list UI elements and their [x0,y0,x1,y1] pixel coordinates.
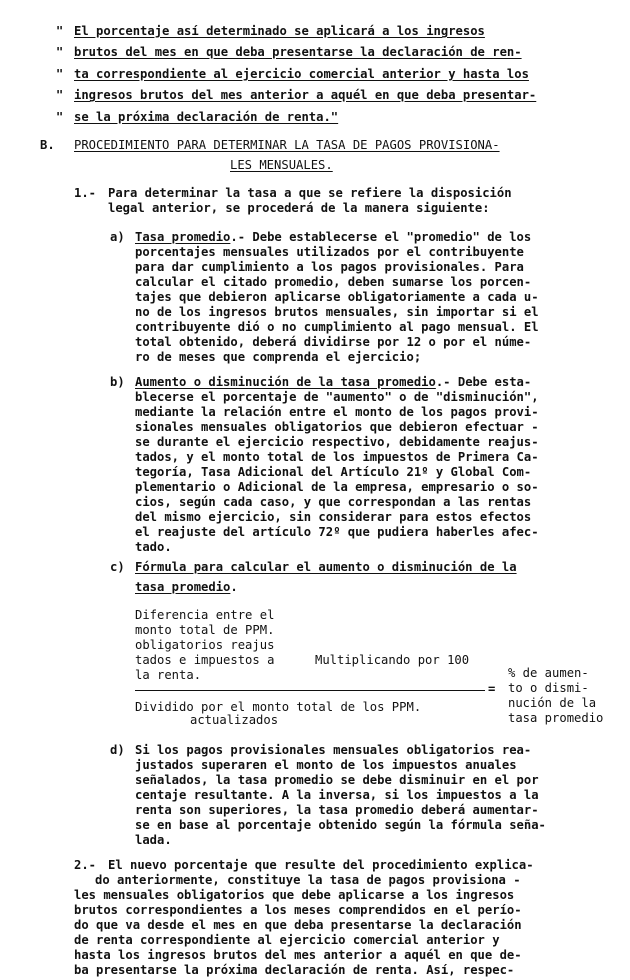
item-line: legal anterior, se procederá de la manera siguiente: [108,201,490,215]
quote-mark: " [56,45,64,59]
formula-numerator-line: tados e impuestos a [135,653,275,667]
quote-mark: " [56,88,64,102]
item-line: blecerse el porcentaje de "aumento" o de "disminución", [135,390,539,404]
item-line: les mensuales obligatorios que debe aplicarse a los ingresos [74,888,515,902]
item-line: do que va desde el mes en que deba presentarse la declaración [74,918,522,932]
formula-denominator-line: actualizados [190,713,279,727]
item-line: El nuevo porcentaje que resulte del procedimiento explica- [108,858,534,872]
item-line: lada. [135,833,172,847]
formula-result-line: to o dismi- [508,681,589,695]
item-title: Tasa promedio [135,230,231,244]
quote-mark: " [56,67,64,81]
item-line: para dar cumplimiento a los pagos provisionales. Para [135,260,524,274]
item-line: del mismo ejercicio, sin considerar para estos efectos [135,510,532,524]
item-line: se en base al porcentaje obtenido según la fórmula seña- [135,818,546,832]
item-line: tajes que debieron aplicarse obligatoriamente a cada u- [135,290,539,304]
item-line: sionales mensuales obligatorios que debieron efectuar - [135,420,539,434]
formula-numerator-line: Diferencia entre el [135,608,275,622]
item-label: b) [110,375,125,389]
item-line: tados, y el monto total de los impuestos de Primera Ca- [135,450,539,464]
section-heading-line: LES MENSUALES. [230,158,333,172]
item-line: el reajuste del artículo 72º que pudiera haberles afec- [135,525,539,539]
item-line: centaje resultante. A la inversa, si los impuestos a la [135,788,539,802]
item-line: ba presentarse la próxima declaración de renta. Así, respec- [74,963,515,977]
quote-mark: " [56,110,64,124]
item-label: a) [110,230,125,244]
item-number: 1.- [74,186,97,200]
item-title: Aumento o disminución de la tasa promedio [135,375,436,389]
formula-numerator-text: obligatorios reajus [135,638,275,652]
item-line: Si los pagos provisionales mensuales obligatorios rea- [135,743,532,757]
item-line: do anteriormente, constituye la tasa de pagos provisiona - [95,873,521,887]
item-first-line [135,230,531,245]
item-line: porcentajes mensuales utilizados por el contribuyente [135,245,524,259]
quote-line: El porcentaje así determinado se aplicará a los ingresos [74,24,485,38]
quote-mark: " [56,24,64,38]
formula-result-line: % de aumen- [508,666,589,680]
item-number: 2.- [74,858,97,872]
formula-result-line: nución de la [508,696,597,710]
formula-fraction-bar [135,690,485,691]
item-line: no de los ingresos brutos mensuales, sin importar si el [135,305,539,319]
formula-numerator-line: monto total de PPM. [135,623,275,637]
formula-denominator-line: Dividido por el monto total de los PPM. [135,700,422,714]
item-line: total obtenido, deberá dividirse por 12 o por el núme- [135,335,532,349]
quote-line: brutos del mes en que deba presentarse la declaración de ren- [74,45,522,59]
formula-numerator-line: la renta. [135,668,202,682]
formula-multiplier: Multiplicando por 100 [315,653,470,667]
formula-equals: = [488,682,496,696]
item-line: de renta correspondiente al ejercicio comercial anterior y [74,933,500,947]
item-line: brutos correspondientes a los meses comprendidos en el perío- [74,903,522,917]
item-line: tegoría, Tasa Adicional del Artículo 21º y Global Com- [135,465,532,479]
quote-line: ta correspondiente al ejercicio comercial anterior y hasta los [74,67,529,81]
item-line: renta son superiores, la tasa promedio deberá aumentar- [135,803,539,817]
item-title-line: tasa promedio [135,580,231,594]
item-title-line: Fórmula para calcular el aumento o disminución de la [135,560,517,574]
item-line: justados superaren el monto de los impuestos anuales [135,758,517,772]
item-line: ro de meses que comprenda el ejercicio; [135,350,422,364]
item-title-line-2 [135,580,238,595]
quote-line: se la próxima declaración de renta." [74,110,339,124]
item-first-line [135,375,531,390]
item-line: hasta los ingresos brutos del mes anterior a aquél en que de- [74,948,522,962]
formula-numerator-line [135,638,274,653]
item-label: c) [110,560,125,574]
item-line: Para determinar la tasa a que se refiere la disposición [108,186,512,200]
item-label: d) [110,743,125,757]
item-line: calcular el citado promedio, deben sumarse los porcen- [135,275,532,289]
section-heading-line: PROCEDIMIENTO PARA DETERMINAR LA TASA DE PAGOS PROVISIONA- [74,138,500,152]
item-line: plementario o Adicional de la empresa, empresario o so- [135,480,539,494]
quote-line: ingresos brutos del mes anterior a aquél en que deba presentar- [74,88,537,102]
item-line: se durante el ejercicio respectivo, debidamente reajus- [135,435,539,449]
item-line: mediante la relación entre el monto de los pagos provi- [135,405,539,419]
item-line: cios, según cada caso, y que correspondan a las rentas [135,495,532,509]
item-title-end: . [230,580,238,594]
section-letter: B. [40,138,55,152]
item-title-rest: .- Debe establecerse el "promedio" de los [230,230,532,244]
item-title-rest: .- Debe esta- [435,375,532,389]
item-line: tado. [135,540,172,554]
formula-result-line: tasa promedio [508,711,604,725]
item-line: contribuyente dió o no cumplimiento al pago mensual. El [135,320,539,334]
item-line: señalados, la tasa promedio se debe disminuir en el por [135,773,539,787]
